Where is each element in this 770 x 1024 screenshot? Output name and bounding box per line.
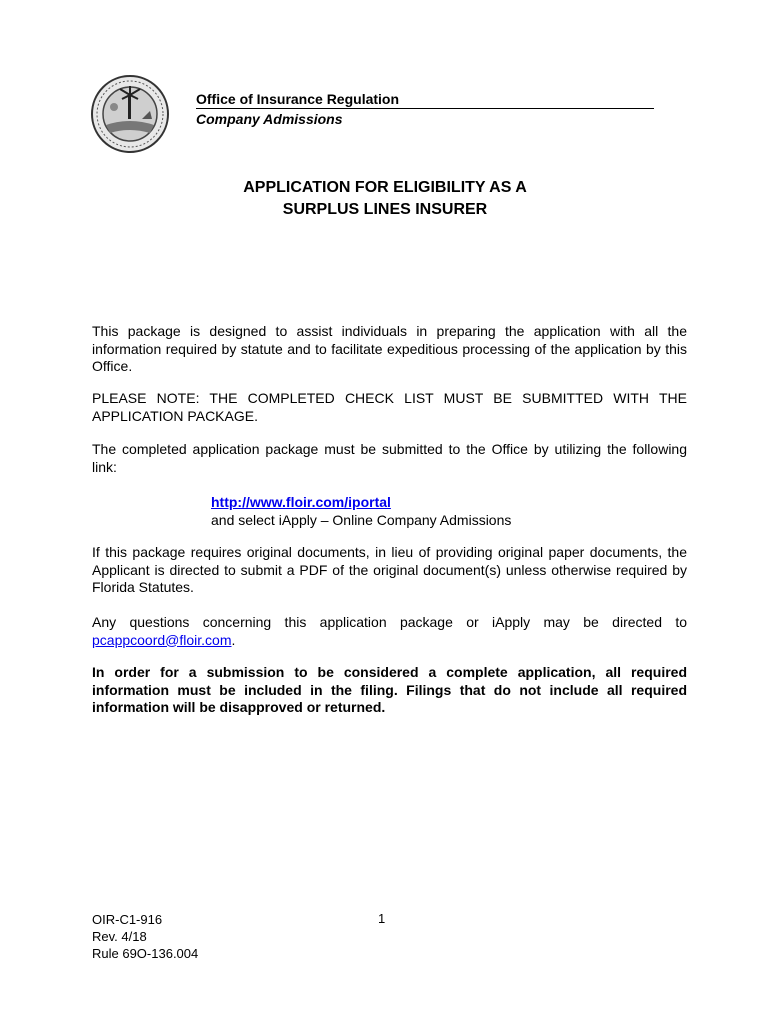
submission-link-block xyxy=(211,493,511,529)
form-id: OIR-C1-916 xyxy=(92,912,163,927)
original-docs-paragraph: If this package requires original documents, in lieu of providing original paper documents, the Applicant is directed to submit a PDF of the original document(s) unless otherwise required by Florida Statutes. xyxy=(92,544,687,595)
submit-paragraph: The completed application package must be submitted to the Office by utilizing the following link: xyxy=(92,441,687,475)
florida-state-seal-icon xyxy=(90,73,170,155)
title-line-1: APPLICATION FOR ELIGIBILITY AS A xyxy=(243,179,527,196)
iportal-link[interactable]: http://www.floir.com/iportal xyxy=(211,494,391,510)
division-name: Company Admissions xyxy=(196,111,343,127)
title-line-2: SURPLUS LINES INSURER xyxy=(282,201,488,218)
contact-email-link[interactable]: pcappcoord@floir.com xyxy=(92,631,232,648)
questions-paragraph xyxy=(92,614,687,649)
warning-paragraph: In order for a submission to be considered a complete application, all required information must be included in the filing. Filings that do not include all required information will be disapproved or returned. xyxy=(92,664,687,715)
intro-paragraph: This package is designed to assist individuals in preparing the application with all the information required by statute and to facilitate expeditious processing of the application by this Office. xyxy=(92,323,687,374)
questions-period: . xyxy=(231,631,236,648)
questions-text: Any questions concerning this application package or iApply may be directed to xyxy=(92,614,687,630)
form-revision: Rev. 4/18 xyxy=(92,929,147,944)
note-paragraph: PLEASE NOTE: THE COMPLETED CHECK LIST MUST BE SUBMITTED WITH THE APPLICATION PACKAGE. xyxy=(92,390,687,424)
form-rule: Rule 69O-136.004 xyxy=(92,946,199,961)
document-title xyxy=(0,177,770,221)
form-footer xyxy=(92,911,198,962)
letterhead xyxy=(196,91,654,127)
office-name: Office of Insurance Regulation xyxy=(196,91,654,109)
page-number: 1 xyxy=(378,911,386,926)
link-instruction: and select iApply – Online Company Admissions xyxy=(211,512,512,528)
